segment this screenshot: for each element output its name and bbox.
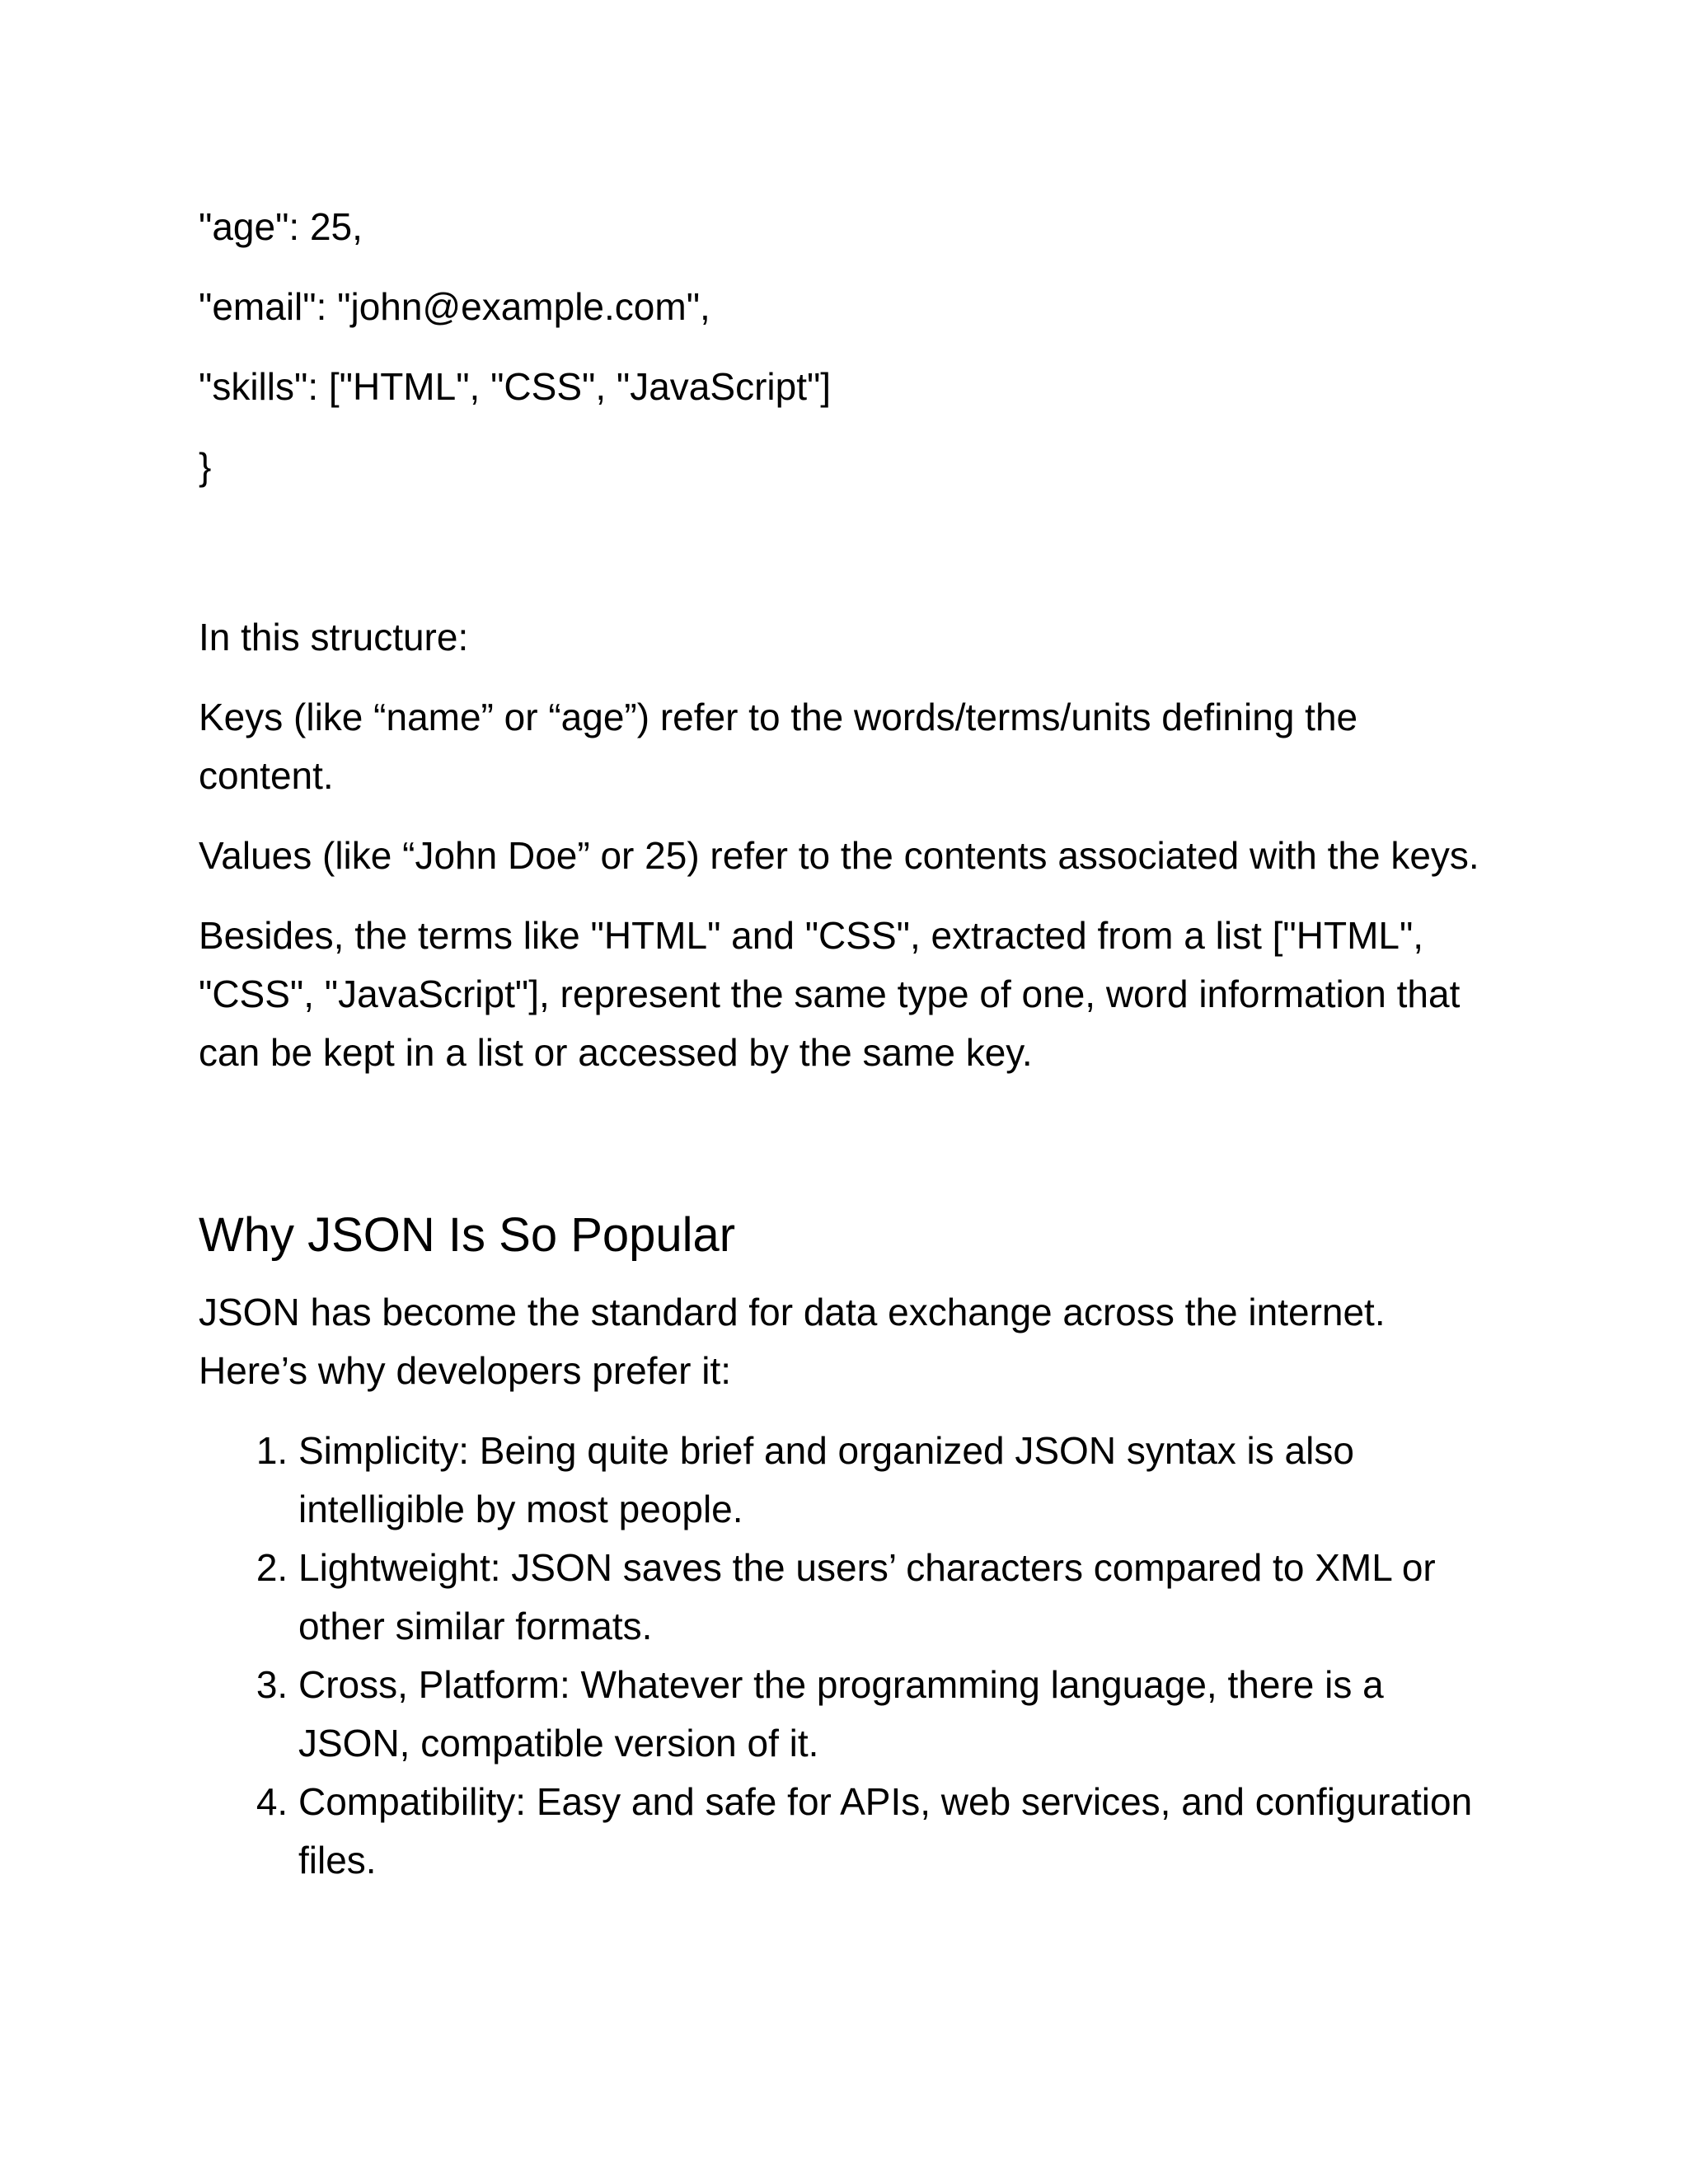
spacer (199, 518, 1493, 608)
code-snippet (199, 198, 1493, 496)
section-intro: JSON has become the standard for data exchange across the internet. Here’s why developers prefer it: (199, 1291, 1386, 1392)
besides-paragraph: Besides, the terms like "HTML" and "CSS", extracted from a list ["HTML", "CSS", "JavaScript"], represent the same type of one, word information that can be kept in a list or accessed by the same key. (199, 914, 1461, 1074)
spacer (199, 1104, 1493, 1202)
list-item: 3. Cross, Platform: Whatever the programming language, there is a JSON, compatible version of it. (298, 1656, 1493, 1773)
list-item: 4. Compatibility: Easy and safe for APIs, web services, and configuration files. (298, 1773, 1493, 1890)
keys-paragraph: Keys (like “name” or “age”) refer to the words/terms/units defining the content. (199, 696, 1358, 797)
code-line-age: "age": 25, (199, 205, 363, 248)
code-line-closing-brace: } (199, 445, 212, 488)
list-item: 1. Simplicity: Being quite brief and organized JSON syntax is also intelligible by most people. (298, 1422, 1493, 1539)
list-item: 2. Lightweight: JSON saves the users’ characters compared to XML or other similar formats. (298, 1539, 1493, 1656)
structure-intro: In this structure: (199, 616, 469, 658)
document-content (199, 198, 1493, 1890)
section-heading: Why JSON Is So Popular (199, 1208, 736, 1262)
code-line-email: "email": "john@example.com", (199, 285, 710, 328)
code-line-skills: "skills": ["HTML", "CSS", "JavaScript"] (199, 365, 832, 408)
reasons-list (199, 1422, 1493, 1890)
values-paragraph: Values (like “John Doe” or 25) refer to the contents associated with the keys. (199, 834, 1479, 877)
